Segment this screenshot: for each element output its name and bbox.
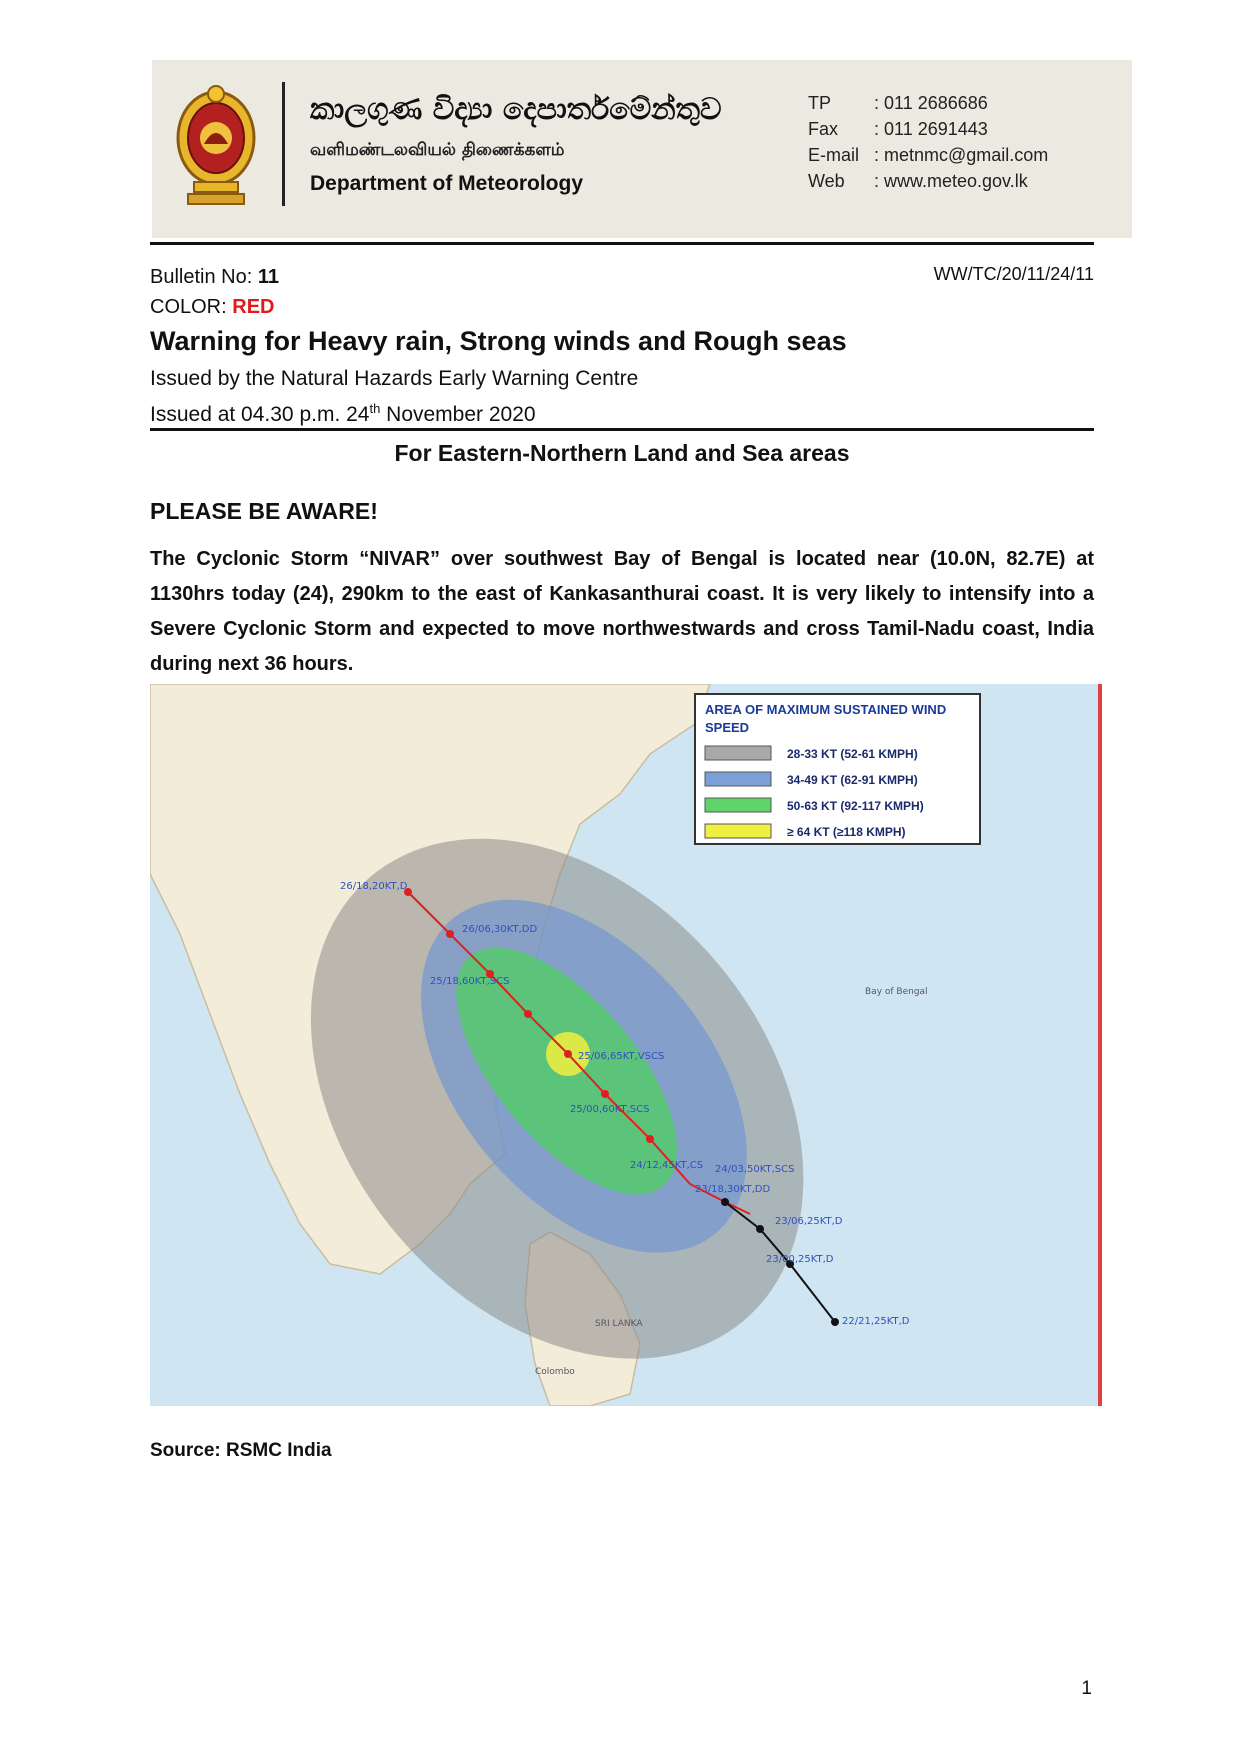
bulletin-color-line [150,292,279,322]
header-divider [282,82,285,206]
legend-swatch [705,824,771,838]
page-number: 1 [1081,1678,1092,1699]
issued-at-prefix: Issued at 04.30 p.m. 24 [150,403,370,426]
track-point [721,1198,729,1206]
issued-info [150,364,638,430]
source-credit: Source: RSMC India [150,1440,332,1461]
department-name-tamil: வளிமண்டலவியல் திணைக்களம் [310,140,565,160]
track-label: 26/18,20KT,D [340,881,408,892]
place-label: SRI LANKA [595,1319,643,1329]
contact-label: Web [808,171,845,191]
contact-label: TP [808,93,832,113]
track-point [646,1135,654,1143]
track-label: 24/12,45KT,CS [630,1160,704,1171]
place-label: Bay of Bengal [865,987,928,997]
issued-by: Issued by the Natural Hazards Early Warning Centre [150,367,639,390]
track-label: 24/03,50KT,SCS [715,1164,795,1175]
track-label: 23/18,30KT,DD [695,1184,771,1195]
warning-paragraph: The Cyclonic Storm “NIVAR” over southwest Bay of Bengal is located near (10.0N, 82.7E) at 1130hrs today (24), 290km to the east of Kankasanthurai coast. It is very likely to intensify into a Severe Cyclonic Storm and expected to move northwestwards and cross Tamil-Nadu coast, India during next 36 hours. [150,548,1094,675]
track-label: 25/00,60KT,SCS [570,1104,650,1115]
issued-at [150,394,638,430]
contact-row-email [808,142,1048,168]
contact-value: : metnmc@gmail.com [874,145,1049,165]
department-name-english: Department of Meteorology [310,172,584,195]
legend-label: 34-49 KT (62-91 KMPH) [787,773,918,787]
track-point [601,1090,609,1098]
legend-label: 50-63 KT (92-117 KMPH) [787,799,924,813]
track-point [756,1225,764,1233]
track-point [524,1010,532,1018]
contact-value: : 011 2686686 [874,93,988,113]
cyclone-map-svg [150,684,1102,1406]
contact-row-tp [808,90,1048,116]
department-name-sinhala: කාලගුණ විද්‍යා දෙපාර්තමේන්තුව [310,92,722,127]
track-point [831,1318,839,1326]
track-point [446,930,454,938]
alert-heading: PLEASE BE AWARE! [150,498,378,524]
contact-label: E-mail [808,145,860,165]
place-label: Colombo [535,1367,575,1377]
contact-label: Fax [808,119,839,139]
legend-label: ≥ 64 KT (≥118 KMPH) [787,825,906,839]
map-legend [695,694,980,844]
cyclone-track-map [150,684,1102,1406]
contact-row-web [808,168,1048,194]
track-label: 23/00,25KT,D [766,1254,834,1265]
legend-swatch [705,772,771,786]
track-label: 25/06,65KT,VSCS [578,1051,665,1062]
legend-swatch [705,798,771,812]
bulletin-color-label: COLOR: [150,296,233,318]
title-rule [150,428,1094,431]
bulletin-number: 11 [257,266,279,288]
legend-swatch [705,746,771,760]
contact-details [808,90,1048,194]
map-border-right [1098,684,1102,1406]
track-label: 23/06,25KT,D [775,1216,843,1227]
bulletin-reference: WW/TC/20/11/24/11 [933,264,1094,284]
bulletin-meta [150,262,279,322]
letterhead [152,60,1132,238]
issued-at-suffix: November 2020 [380,403,536,426]
track-point [564,1050,572,1058]
track-label: 25/18,60KT,SCS [430,976,510,987]
bulletin-color: RED [232,296,275,318]
legend-title-2: SPEED [705,720,750,735]
contact-value: : 011 2691443 [874,119,988,139]
track-label: 22/21,25KT,D [842,1316,910,1327]
sri-lanka-emblem-icon [174,82,258,210]
legend-title: AREA OF MAXIMUM SUSTAINED WIND [705,702,947,717]
bulletin-number-label: Bulletin No: [150,266,258,288]
track-label: 26/06,30KT,DD [462,924,538,935]
issued-at-sup: th [369,401,381,416]
bulletin-number-line [150,262,279,292]
section-title: For Eastern-Northern Land and Sea areas [394,440,850,466]
contact-row-fax [808,116,1048,142]
legend-label: 28-33 KT (52-61 KMPH) [787,747,918,761]
contact-value: : www.meteo.gov.lk [874,171,1028,191]
header-rule [150,242,1094,245]
warning-title: Warning for Heavy rain, Strong winds and Rough seas [150,326,847,356]
